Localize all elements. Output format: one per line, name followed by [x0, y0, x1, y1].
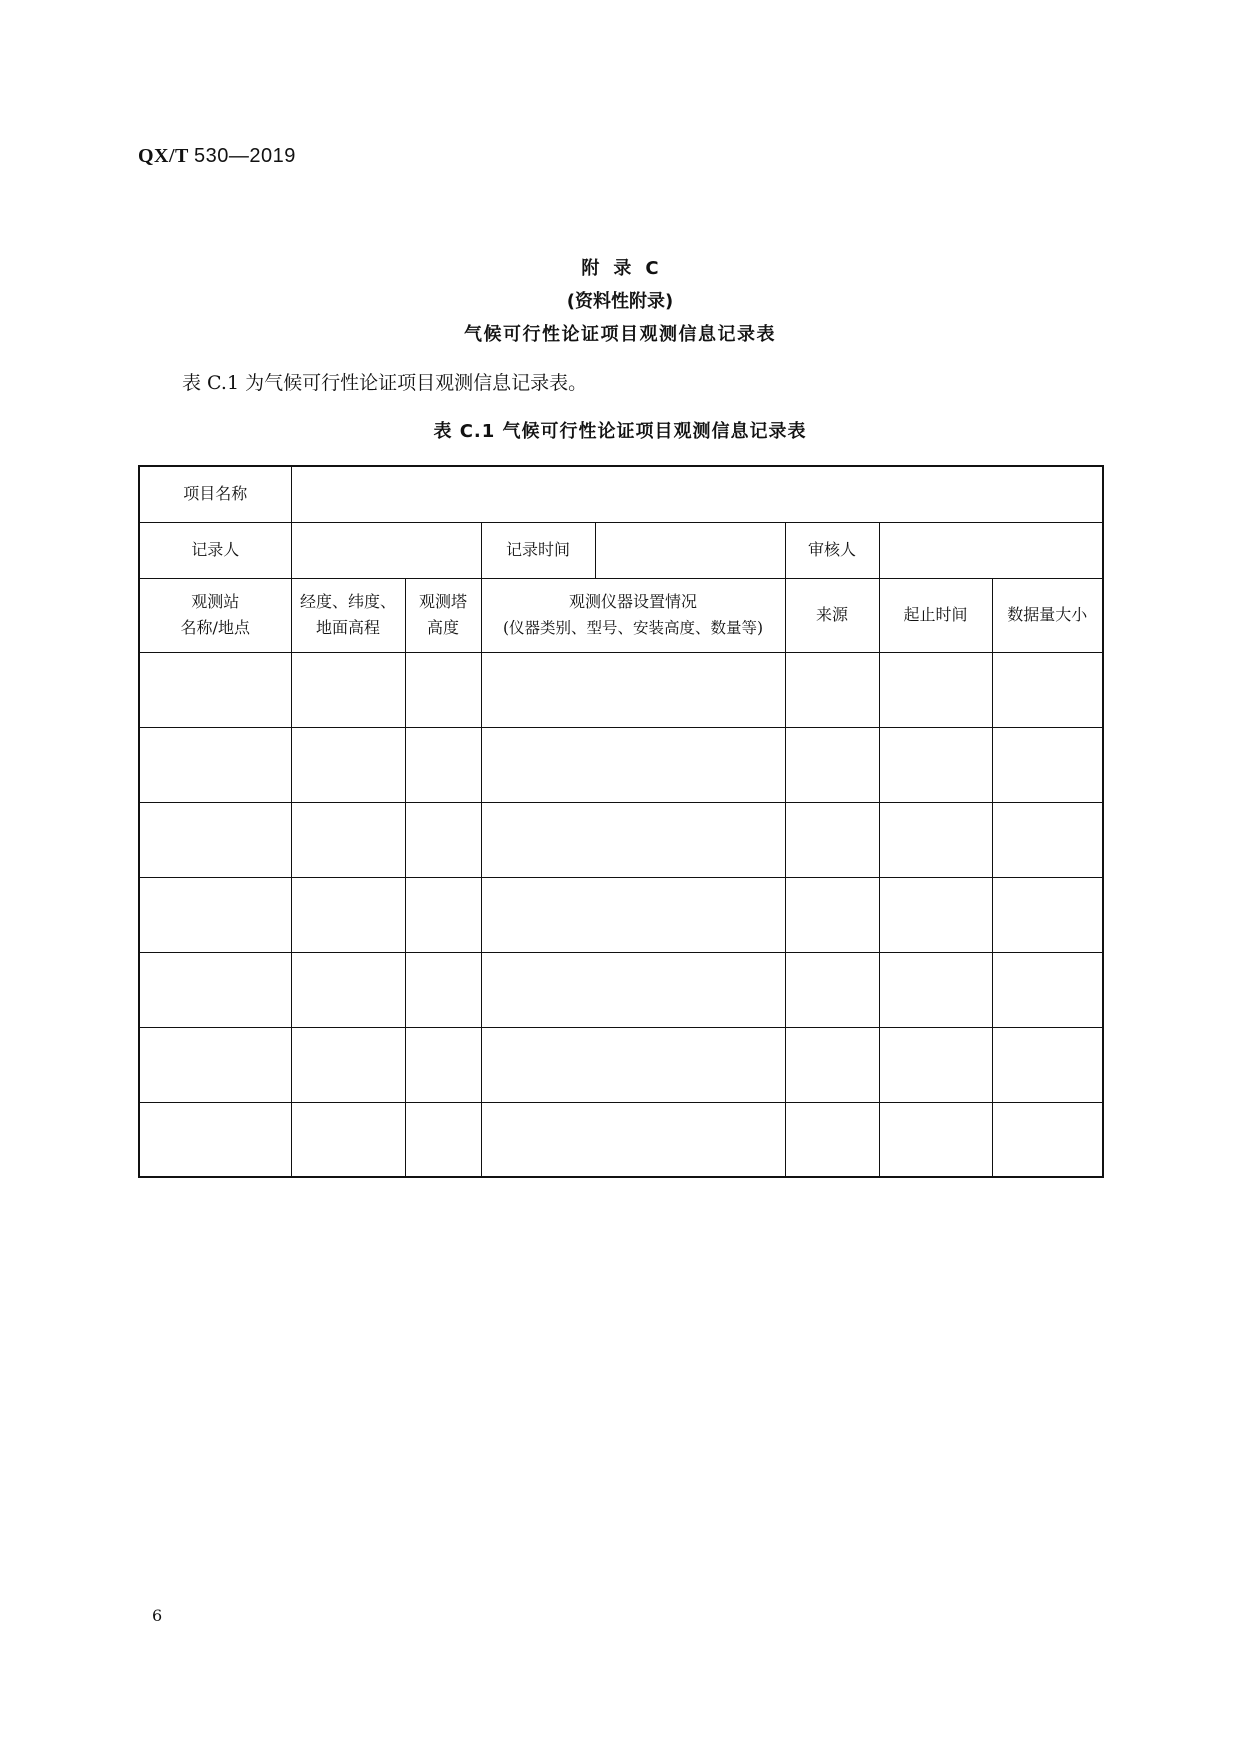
- table-cell[interactable]: [139, 802, 291, 877]
- table-cell[interactable]: [785, 1027, 879, 1102]
- table-cell[interactable]: [291, 727, 405, 802]
- table-row: [139, 1027, 1103, 1102]
- col-coords-line2: 地面高程: [315, 618, 380, 637]
- table-row: [139, 802, 1103, 877]
- table-row: [139, 652, 1103, 727]
- table-row: [139, 1102, 1103, 1177]
- page-number: 6: [152, 1606, 163, 1625]
- project-name-field[interactable]: [291, 466, 1103, 522]
- col-datasize-header: 数据量大小: [992, 578, 1103, 652]
- table-cell[interactable]: [879, 952, 992, 1027]
- table-cell[interactable]: [405, 1027, 481, 1102]
- record-time-field[interactable]: [595, 522, 785, 578]
- table-cell[interactable]: [481, 727, 785, 802]
- table-cell[interactable]: [785, 1102, 879, 1177]
- col-instrument-line1: 观测仪器设置情况: [568, 592, 697, 611]
- table-cell[interactable]: [405, 727, 481, 802]
- col-coords-line1: 经度、纬度、: [299, 592, 396, 611]
- table-cell[interactable]: [481, 1027, 785, 1102]
- table-cell[interactable]: [992, 877, 1103, 952]
- table-cell[interactable]: [992, 1027, 1103, 1102]
- table-cell[interactable]: [992, 652, 1103, 727]
- table-cell[interactable]: [481, 952, 785, 1027]
- table-cell[interactable]: [291, 952, 405, 1027]
- table-cell[interactable]: [879, 652, 992, 727]
- col-station-line1: 观测站: [191, 592, 240, 611]
- project-name-label: 项目名称: [139, 466, 291, 522]
- table-cell[interactable]: [785, 727, 879, 802]
- standard-code: [138, 145, 296, 168]
- table-cell[interactable]: [992, 802, 1103, 877]
- table-cell[interactable]: [785, 802, 879, 877]
- observation-record-table: [138, 465, 1104, 1178]
- col-coords-header: [291, 578, 405, 652]
- project-name-row: [139, 466, 1103, 522]
- table-cell[interactable]: [785, 652, 879, 727]
- table-cell[interactable]: [992, 727, 1103, 802]
- col-instrument-line2: (仪器类别、型号、安装高度、数量等): [502, 619, 764, 637]
- col-tower-line1: 观测塔: [418, 592, 467, 611]
- table-cell[interactable]: [879, 1027, 992, 1102]
- table-cell[interactable]: [139, 877, 291, 952]
- table-row: [139, 877, 1103, 952]
- table-cell[interactable]: [481, 877, 785, 952]
- table-cell[interactable]: [291, 1027, 405, 1102]
- table-cell[interactable]: [879, 727, 992, 802]
- table-cell[interactable]: [481, 802, 785, 877]
- table-cell[interactable]: [992, 1102, 1103, 1177]
- table-cell[interactable]: [139, 652, 291, 727]
- table-cell[interactable]: [879, 877, 992, 952]
- recorder-label: 记录人: [139, 522, 291, 578]
- table-cell[interactable]: [139, 1027, 291, 1102]
- table-cell[interactable]: [139, 1102, 291, 1177]
- col-period-header: 起止时间: [879, 578, 992, 652]
- table-cell[interactable]: [785, 877, 879, 952]
- appendix-subtitle: (资料性附录): [566, 291, 674, 312]
- table-caption: 表 C.1 气候可行性论证项目观测信息记录表: [433, 421, 807, 442]
- column-header-row: [139, 578, 1103, 652]
- table-cell[interactable]: [879, 802, 992, 877]
- table-cell[interactable]: [291, 1102, 405, 1177]
- reviewer-field[interactable]: [879, 522, 1103, 578]
- col-tower-line2: 高度: [426, 618, 459, 637]
- table-cell[interactable]: [785, 952, 879, 1027]
- table-cell[interactable]: [879, 1102, 992, 1177]
- standard-code-prefix: QX/T: [138, 145, 189, 167]
- table-cell[interactable]: [405, 952, 481, 1027]
- table-cell[interactable]: [291, 802, 405, 877]
- table-row: [139, 952, 1103, 1027]
- table-cell[interactable]: [481, 652, 785, 727]
- col-instrument-header: [481, 578, 785, 652]
- appendix-title: 附录C: [581, 258, 673, 279]
- table-cell[interactable]: [405, 652, 481, 727]
- intro-paragraph: 表 C.1 为气候可行性论证项目观测信息记录表。: [182, 372, 588, 394]
- table-cell[interactable]: [405, 1102, 481, 1177]
- table-cell[interactable]: [992, 952, 1103, 1027]
- table-cell[interactable]: [139, 952, 291, 1027]
- table-cell[interactable]: [481, 1102, 785, 1177]
- appendix-name: 气候可行性论证项目观测信息记录表: [464, 324, 776, 345]
- col-station-header: [139, 578, 291, 652]
- table-row: [139, 727, 1103, 802]
- table-cell[interactable]: [405, 802, 481, 877]
- recorder-row: [139, 522, 1103, 578]
- table-cell[interactable]: [291, 652, 405, 727]
- table-cell[interactable]: [291, 877, 405, 952]
- standard-code-number: 530—2019: [194, 145, 296, 167]
- reviewer-label: 审核人: [785, 522, 879, 578]
- table-cell[interactable]: [139, 727, 291, 802]
- col-station-line2: 名称/地点: [180, 618, 250, 637]
- table-cell[interactable]: [405, 877, 481, 952]
- col-source-header: 来源: [785, 578, 879, 652]
- col-tower-header: [405, 578, 481, 652]
- record-time-label: 记录时间: [481, 522, 595, 578]
- recorder-field[interactable]: [291, 522, 481, 578]
